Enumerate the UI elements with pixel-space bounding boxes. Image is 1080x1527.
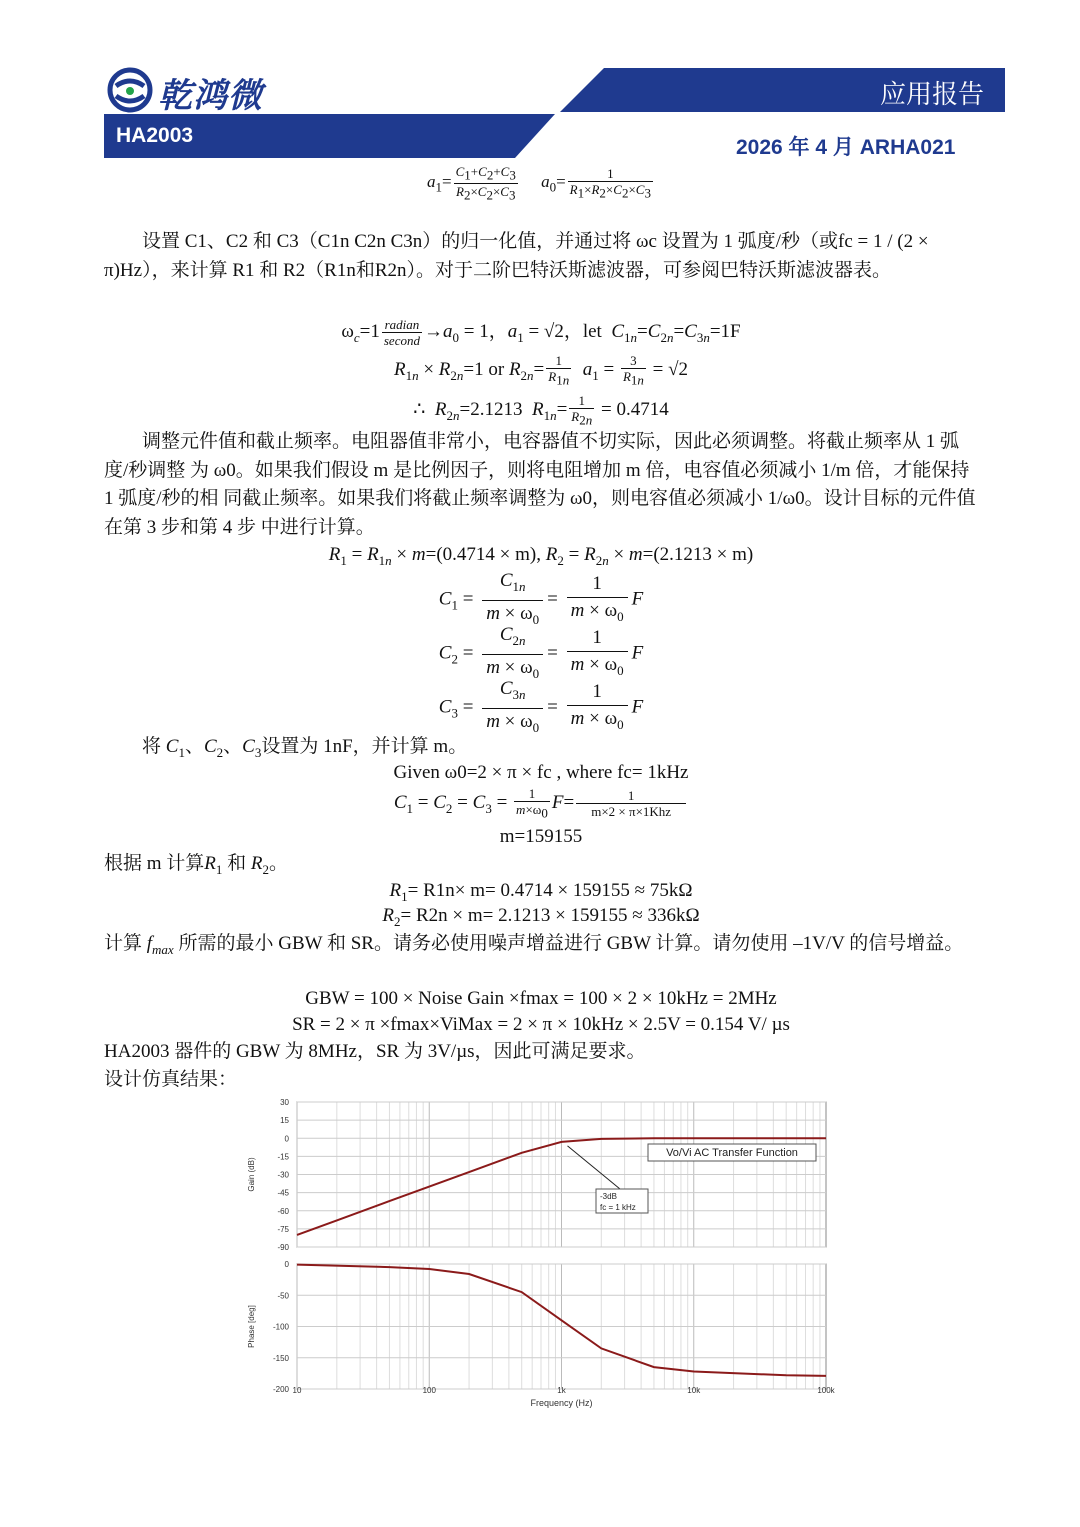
phase-y-axis-label: Phase [deg] — [247, 1305, 256, 1348]
gain-y-axis-label: Gain (dB) — [247, 1157, 256, 1192]
annotation-text: fc = 1 kHz — [600, 1203, 636, 1212]
paragraph-normalize: 设置 C1、C2 和 C3（C1n C2n C3n）的归一化值，并通过将 ωc 设置为 1 弧度/秒（或fc = 1 / (2 × π)Hz），来计算 R1 和 R2（R1n和R2n）。对于二阶巴特沃斯滤波器，可参阅巴特沃斯滤波器表。 — [104, 231, 929, 281]
formula-r1-r2: $R_1 = R_{1n} \times m=(0.4714 \times m)$, $R_2 = R_{2n} \times m=(2.1213 \times m)$ — [328, 544, 754, 568]
phase-y-tick-label: -100 — [272, 1322, 289, 1332]
gain-y-tick-label: -45 — [277, 1188, 289, 1198]
gain-y-tick-label: 0 — [284, 1134, 289, 1144]
phase-y-tick-label: -200 — [272, 1385, 289, 1394]
r1-calc: $R_1= R1n\times m= 0.4714 \times 159155 \approx 75k\Omega$ — [389, 880, 693, 904]
paragraph-adjust: 调整元件值和截止频率。电阻器值非常小，电容器值不切实际，因此必须调整。将截止频率从 1 弧度/秒调整 为 ω0。如果我们假设 m 是比例因子，则将电阻增加 m 倍，电容值必须减小 1/m 倍，才能保持 1 弧度/秒的相 同截止频率。如果我们将截止频率调整为 ω0，则电容值必须减小 1/ω0。设计目标的元件值在第 3 步和第 4 步 中进行计算。 — [104, 431, 976, 538]
gain-y-tick-label: 30 — [280, 1098, 289, 1107]
gain-y-tick-label: -30 — [277, 1170, 289, 1180]
paragraph-calc-r: 根据 m 计算$R_1$ 和 $R_2$。 — [104, 853, 289, 877]
brand-logo-icon — [106, 66, 154, 114]
brand-name: 乾鸿微 — [158, 77, 263, 115]
formula-wc: $\omega_c=1$ $\frac{\text{radian}}{\text{second}}$ $\to a_0 = 1$，$a_1 = √2$，let $C_{1n}=C_{2n}=C_{3n}=1F$ — [341, 317, 741, 349]
annotation-text: -3dB — [600, 1192, 617, 1201]
formula-a1-a0: $a_1=$ $\frac{C_1+C_2+C_3}{R_2\times C_2\times C_3}$ $a_0=$ $\frac{1}{R_1\times R_2\times C_2\times C_3}$ — [427, 164, 651, 203]
doc-date: 2026 年 4 月 ARHA021 — [736, 136, 956, 159]
formula-c-equal: $C_1 = C_2 = C_3$ = $\frac{1}{m\times\omega_0}$ F= $\frac{1}{\text{m×2 × π×1Khz}}$ — [104, 786, 978, 826]
x-tick-label: 10k — [687, 1386, 701, 1395]
paragraph-set-c: 将 $C_1$、$C_2$、$C_3$设置为 1nF，并计算 m。 — [142, 736, 468, 760]
sr-formula: SR = 2 × π ×fmax×ViMax = 2 × π × 10kHz × 2.5V = 0.154 V/ µs — [292, 1014, 790, 1035]
doc-type-label: 应用报告 — [880, 79, 985, 109]
x-axis-label: Frequency (Hz) — [530, 1398, 593, 1408]
phase-y-tick-label: -150 — [272, 1353, 289, 1363]
gbw-formula: GBW = 100 × Noise Gain ×fmax = 100 × 2 × 10kHz = 2MHz — [305, 988, 777, 1009]
gain-y-tick-label: -90 — [277, 1243, 289, 1252]
x-tick-label: 1k — [557, 1386, 566, 1395]
gain-y-tick-label: -15 — [277, 1152, 289, 1162]
paragraph-result: HA2003 器件的 GBW 为 8MHz，SR 为 3V/µs，因此可满足要求。 — [104, 1041, 646, 1062]
m-result: m=159155 — [499, 826, 583, 847]
formula-c1: $C_1$ = $\frac{C_{1n}}{m \times \omega_0}$ = $\frac{1}{m \times \omega_0}$ F — [438, 570, 644, 627]
paragraph-sim: 设计仿真结果： — [104, 1069, 238, 1090]
page-header — [0, 0, 1080, 170]
gain-y-tick-label: -60 — [277, 1206, 289, 1216]
formula-r-values: ∴ $R_{2n}=2.1213$ $R_{1n}=$ $\frac{1}{R_{2n}}$ = 0.4714 — [413, 393, 669, 428]
r2-calc: $R_2= R2n \times m= 2.1213 \times 159155 \approx 336k\Omega$ — [382, 905, 700, 929]
paragraph-gbw: 计算 $f_{max}$ 所需的最小 GBW 和 SR。请务必使用噪声增益进行 GBW 计算。请勿使用 –1V/V 的信号增益。 — [104, 933, 964, 957]
gain-y-tick-label: -75 — [277, 1224, 289, 1234]
legend-label: Vo/Vi AC Transfer Function — [666, 1147, 798, 1159]
bode-plot — [240, 1092, 840, 1412]
model-label: HA2003 — [116, 124, 194, 147]
formula-c3: $C_3$ = $\frac{C_{3n}}{m \times \omega_0}$ = $\frac{1}{m \times \omega_0}$ F — [438, 678, 644, 735]
gain-y-tick-label: 15 — [280, 1116, 289, 1126]
phase-y-tick-label: 0 — [284, 1260, 289, 1269]
x-tick-label: 100 — [422, 1386, 436, 1395]
x-tick-label: 100k — [817, 1386, 835, 1395]
formula-c2: $C_2$ = $\frac{C_{2n}}{m \times \omega_0}$ = $\frac{1}{m \times \omega_0}$ F — [438, 624, 644, 681]
phase-y-tick-label: -50 — [277, 1291, 289, 1301]
given-line: Given ω0=2 × π × fc , where fc= 1kHz — [393, 762, 689, 783]
x-tick-label: 10 — [292, 1386, 302, 1395]
formula-r1n-r2n: $R_{1n} \times R_{2n}=1$ or $R_{2n}=$ $\frac{1}{R_{1n}}$ $a_1$ = $\frac{3}{R_{1n}}$ = √2 — [393, 353, 689, 388]
